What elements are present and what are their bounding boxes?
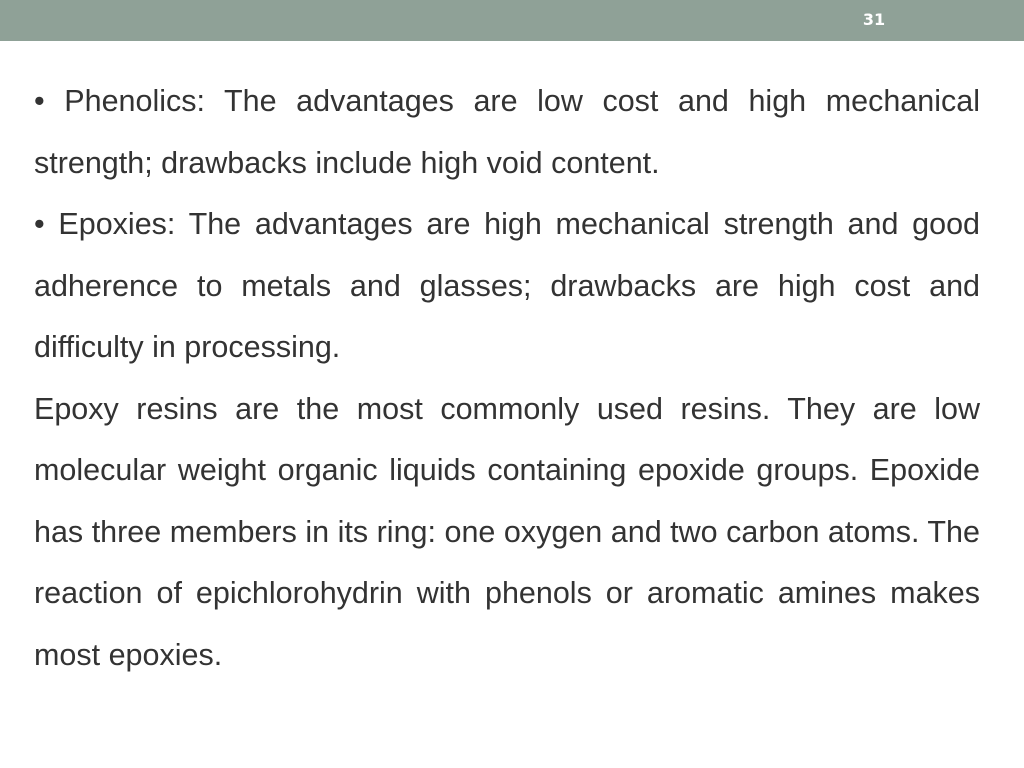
- slide-body-text: [34, 71, 980, 686]
- bullet-phenolics: • Phenolics: The advantages are low cost and high mechanical strength; drawbacks include high void content.: [34, 84, 980, 180]
- paragraph-epoxy-resins: Epoxy resins are the most commonly used resins. They are low molecular weight organic liquids containing epoxide groups. Epoxide has three members in its ring: one oxygen and two carbon atoms. The reaction of epichlorohydrin with phenols or aromatic amines makes most epoxies.: [34, 391, 980, 672]
- slide-header-bar: [0, 0, 1024, 41]
- slide-number: 31: [862, 10, 886, 29]
- bullet-epoxies: • Epoxies: The advantages are high mechanical strength and good adherence to metals and glasses; drawbacks are high cost and difficulty in processing.: [34, 207, 980, 364]
